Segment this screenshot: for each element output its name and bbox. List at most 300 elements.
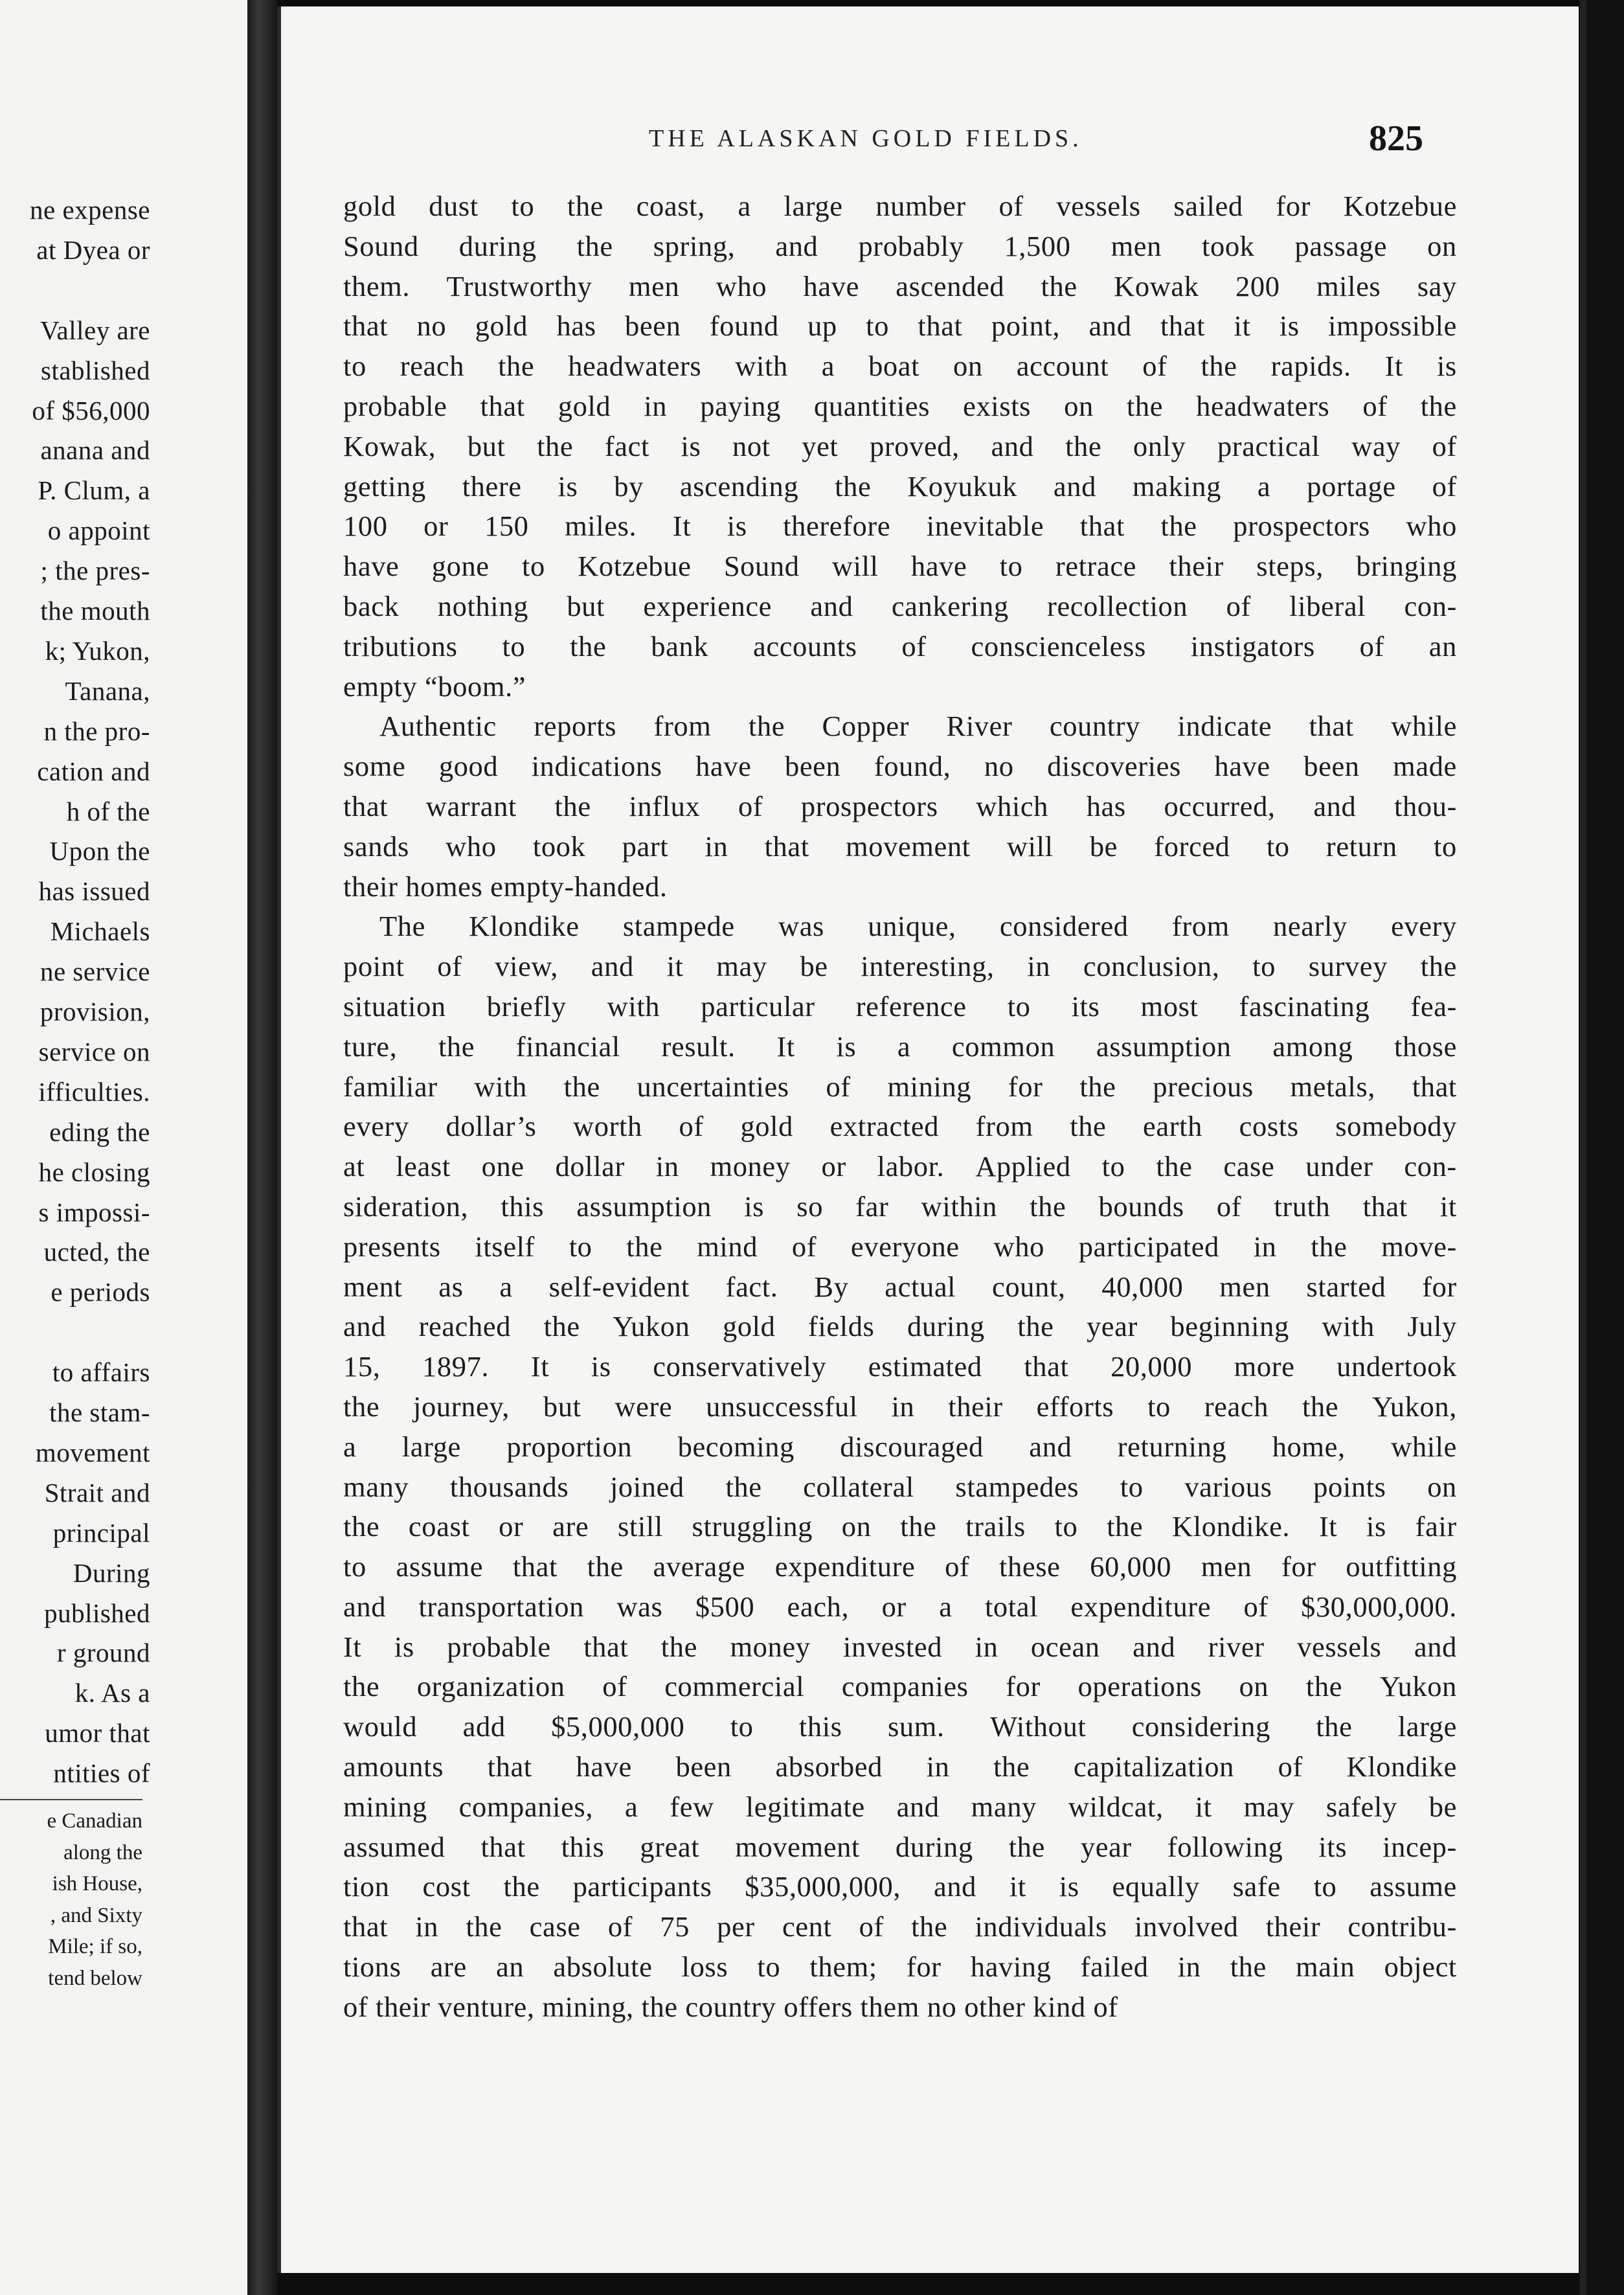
word: this: [561, 1830, 605, 1863]
word: It: [776, 1030, 795, 1063]
word: tion: [343, 1870, 390, 1903]
word: that: [583, 1630, 629, 1663]
word: Copper: [822, 710, 910, 743]
word: say: [1417, 269, 1457, 302]
word: It: [672, 510, 692, 543]
left-page-line: Strait and: [44, 1477, 150, 1508]
body-line: [343, 1587, 1457, 1627]
word: or: [499, 1510, 524, 1543]
left-page-footnote-line: , and Sixty: [50, 1903, 142, 1927]
body-line: [343, 627, 1457, 667]
word: found: [709, 310, 779, 343]
word: from: [653, 710, 712, 743]
word: part: [622, 830, 669, 863]
word: not: [732, 429, 771, 462]
word: it: [1195, 1790, 1212, 1823]
word: large: [784, 190, 843, 222]
word: headwaters: [1196, 389, 1330, 422]
word: spring,: [653, 229, 736, 262]
word: prospectors: [800, 789, 938, 822]
word: invested: [843, 1630, 943, 1663]
word: the: [835, 469, 872, 503]
word: prospectors: [1233, 510, 1370, 543]
word: uncertainties: [637, 1070, 789, 1103]
word: still: [618, 1510, 663, 1543]
word: 1897.: [422, 1350, 490, 1383]
word: in: [644, 389, 668, 422]
body-line: [343, 1387, 1457, 1427]
left-page-footnote-line: along the: [63, 1840, 142, 1864]
body-line: [343, 1067, 1457, 1107]
word: 100: [343, 510, 388, 543]
word: and: [591, 950, 634, 983]
word: gold: [722, 1310, 776, 1343]
word: on: [1427, 1470, 1457, 1503]
word: an: [1428, 629, 1457, 662]
word: every: [1391, 910, 1457, 943]
word: will: [1006, 830, 1054, 863]
word: this: [501, 1190, 545, 1223]
left-page-line: the mouth: [40, 596, 150, 626]
word: average: [653, 1550, 746, 1583]
word: recollection: [1047, 589, 1188, 622]
body-line: [343, 306, 1457, 346]
word: equally: [1112, 1870, 1200, 1903]
left-page-line: provision,: [39, 997, 150, 1026]
word: is: [1279, 310, 1300, 343]
word: who: [445, 830, 497, 863]
body-line: [343, 1707, 1457, 1747]
footnote-rule: [0, 1799, 142, 1800]
word: transportation: [418, 1590, 584, 1623]
word: result.: [661, 1030, 736, 1063]
left-page-line: e periods: [51, 1277, 150, 1307]
word: labor.: [877, 1150, 945, 1183]
body-line: [343, 1507, 1457, 1547]
word: have: [695, 750, 752, 783]
word: each,: [787, 1590, 850, 1623]
body-line: [343, 227, 1457, 267]
left-page-line: ntities of: [53, 1758, 150, 1789]
word: presents: [343, 1230, 441, 1263]
word: fair: [1415, 1510, 1457, 1543]
word: in: [705, 830, 728, 863]
word: ascended: [896, 269, 1005, 302]
word: particular: [701, 989, 815, 1023]
word: safely: [1325, 1790, 1397, 1823]
word: practical: [1217, 429, 1320, 462]
word: precious: [1153, 1070, 1254, 1103]
word: contribu-: [1348, 1910, 1457, 1943]
word: journey,: [413, 1390, 510, 1423]
word: an: [495, 1950, 524, 1984]
word: failed: [1080, 1950, 1149, 1984]
word: safe: [1232, 1870, 1281, 1903]
word: coast,: [636, 190, 705, 222]
left-page-line: the stam-: [49, 1397, 150, 1427]
word: discoveries: [1047, 750, 1181, 783]
word: the: [1079, 1070, 1116, 1103]
word: every: [343, 1110, 409, 1143]
word: impossible: [1328, 310, 1457, 343]
body-line: their homes empty-handed.: [343, 870, 668, 903]
body-line: [343, 747, 1457, 787]
word: fascinating: [1239, 989, 1370, 1023]
word: of: [1278, 1750, 1303, 1783]
word: money: [710, 1150, 791, 1183]
word: many: [971, 1790, 1037, 1823]
word: them;: [809, 1950, 877, 1984]
word: took: [532, 830, 586, 863]
word: $5,000,000: [551, 1710, 685, 1743]
word: are: [430, 1950, 467, 1984]
word: who: [716, 269, 767, 302]
word: on: [1064, 389, 1094, 422]
word: that: [1362, 1190, 1408, 1223]
word: there: [462, 469, 522, 503]
word: struggling: [692, 1510, 813, 1543]
word: is: [591, 1350, 611, 1383]
word: conclusion,: [1083, 950, 1220, 983]
word: unsuccessful: [706, 1390, 858, 1423]
word: is: [681, 429, 701, 462]
word: mining: [343, 1790, 427, 1823]
word: have: [910, 550, 967, 583]
word: reach: [400, 350, 465, 383]
word: fea-: [1410, 989, 1457, 1023]
word: of: [1432, 469, 1457, 503]
word: its: [1318, 1830, 1348, 1863]
word: It: [530, 1350, 550, 1383]
word: dollar’s: [445, 1110, 537, 1143]
word: some: [343, 750, 406, 783]
word: absorbed: [775, 1750, 883, 1783]
word: Klondike: [1346, 1750, 1457, 1783]
word: fact.: [725, 1270, 778, 1303]
word: a: [897, 1030, 911, 1063]
running-title: THE ALASKAN GOLD FIELDS.: [649, 125, 1083, 152]
word: the: [1126, 389, 1164, 422]
left-page-line: movement: [35, 1437, 150, 1467]
word: assumption: [1096, 1030, 1232, 1063]
word: assume: [1370, 1870, 1457, 1903]
word: and: [1088, 310, 1132, 343]
word: to: [1007, 989, 1031, 1023]
word: Applied: [975, 1150, 1071, 1183]
left-page-line: ne expense: [30, 195, 150, 225]
word: costs: [1239, 1110, 1299, 1143]
left-page-line: h of the: [66, 796, 150, 826]
word: on: [1239, 1670, 1269, 1703]
word: good: [438, 750, 499, 783]
word: few: [670, 1790, 714, 1823]
word: may: [716, 950, 767, 983]
word: amounts: [343, 1750, 444, 1783]
word: total: [984, 1590, 1039, 1623]
word: within: [921, 1190, 997, 1223]
left-page-line: ; the pres-: [40, 556, 150, 586]
word: points: [1313, 1470, 1386, 1503]
word: ascending: [679, 469, 799, 503]
word: to: [569, 1230, 592, 1263]
word: a: [1257, 469, 1271, 503]
word: forced: [1154, 830, 1230, 863]
body-line: [343, 1467, 1457, 1508]
word: of: [1432, 429, 1457, 462]
word: of: [437, 950, 462, 983]
word: indicate: [1177, 710, 1272, 743]
word: the: [570, 629, 607, 662]
word: indications: [531, 750, 662, 783]
word: sideration,: [343, 1190, 469, 1223]
body-line: [343, 467, 1457, 507]
word: count,: [991, 1270, 1066, 1303]
body-line: [343, 1107, 1457, 1147]
word: It: [343, 1630, 362, 1663]
word: that: [764, 830, 809, 863]
word: briefly: [486, 989, 567, 1023]
word: was: [616, 1590, 663, 1623]
word: a: [625, 1790, 638, 1823]
word: 200: [1235, 269, 1280, 302]
word: the: [343, 1390, 380, 1423]
word: many: [343, 1470, 409, 1503]
word: The: [379, 910, 425, 943]
word: add: [462, 1710, 506, 1743]
body-line: [343, 187, 1457, 227]
word: during: [907, 1310, 985, 1343]
word: expenditure: [1070, 1590, 1212, 1623]
word: It: [1318, 1510, 1338, 1543]
word: accounts: [753, 629, 857, 662]
word: conservatively: [653, 1350, 827, 1383]
word: more: [1234, 1350, 1295, 1383]
word: Kowak,: [343, 429, 436, 462]
word: incep-: [1382, 1830, 1457, 1863]
word: that: [918, 310, 963, 343]
word: been: [1303, 750, 1360, 783]
word: for: [906, 1950, 942, 1984]
word: 15,: [343, 1350, 381, 1383]
word: survey: [1308, 950, 1388, 983]
word: in: [1253, 1230, 1277, 1263]
word: coast: [408, 1510, 470, 1543]
word: among: [1272, 1030, 1353, 1063]
left-page-line: k; Yukon,: [45, 635, 150, 666]
word: it: [1009, 1870, 1026, 1903]
word: nothing: [437, 589, 528, 622]
word: common: [951, 1030, 1055, 1063]
word: those: [1394, 1030, 1457, 1063]
word: and: [896, 1790, 940, 1823]
word: Koyukuk: [907, 469, 1018, 503]
word: of: [1362, 389, 1388, 422]
word: for: [1008, 1070, 1043, 1103]
word: but: [543, 1390, 581, 1423]
word: case: [1223, 1150, 1275, 1183]
left-page-line: ne service: [39, 956, 150, 987]
word: that: [512, 1550, 558, 1583]
word: to: [1101, 1150, 1125, 1183]
word: ocean: [1030, 1630, 1100, 1663]
left-page-line: anana and: [40, 435, 150, 466]
word: with: [1322, 1310, 1375, 1343]
word: been: [625, 310, 681, 343]
word: Klondike: [469, 910, 580, 943]
word: earth: [1143, 1110, 1202, 1143]
word: country: [1049, 710, 1140, 743]
word: various: [1184, 1470, 1272, 1503]
word: becoming: [677, 1430, 795, 1463]
word: therefore: [783, 510, 891, 543]
word: unique,: [868, 910, 956, 943]
word: the: [1156, 1150, 1193, 1183]
page-number: 825: [1369, 119, 1423, 159]
word: the: [1030, 1190, 1066, 1223]
word: reports: [534, 710, 617, 743]
body-line: [343, 1747, 1457, 1787]
word: undertook: [1336, 1350, 1457, 1383]
word: Yukon,: [1371, 1390, 1457, 1423]
word: in: [415, 1910, 439, 1943]
left-page-line: Tanana,: [65, 675, 150, 706]
word: and: [991, 429, 1034, 462]
body-line: [343, 587, 1457, 627]
word: the: [576, 229, 613, 262]
body-line: [343, 506, 1457, 547]
word: extracted: [829, 1110, 940, 1143]
word: worth: [573, 1110, 642, 1143]
word: it: [1234, 310, 1251, 343]
word: of: [679, 1110, 704, 1143]
word: for: [1276, 190, 1311, 222]
word: and: [343, 1310, 387, 1343]
word: at: [343, 1150, 365, 1183]
word: quantities: [814, 389, 930, 422]
word: gold: [475, 310, 528, 343]
left-page-line: During: [73, 1557, 150, 1588]
word: participated: [1078, 1230, 1219, 1263]
word: itself: [475, 1230, 535, 1263]
left-page-line: service on: [38, 1036, 150, 1067]
word: will: [831, 550, 879, 583]
word: least: [396, 1150, 451, 1183]
word: home,: [1272, 1430, 1346, 1463]
word: $500: [695, 1590, 755, 1623]
word: back: [343, 589, 400, 622]
word: that: [1160, 310, 1206, 343]
word: sailed: [1173, 190, 1243, 222]
word: as: [438, 1270, 464, 1303]
body-line: [343, 346, 1457, 387]
left-page-line: Michaels: [50, 916, 150, 947]
word: for: [1006, 1670, 1041, 1703]
word: experience: [643, 589, 773, 622]
left-page-footnote-line: e Canadian: [47, 1809, 142, 1833]
word: is: [394, 1630, 414, 1663]
word: is: [1059, 1870, 1079, 1903]
word: sands: [343, 830, 409, 863]
body-text: [343, 187, 1457, 2028]
word: the: [725, 1470, 762, 1503]
left-page-line: umor that: [45, 1718, 150, 1748]
word: the: [993, 1750, 1030, 1783]
word: the: [1420, 950, 1457, 983]
word: with: [607, 989, 660, 1023]
word: while: [1391, 1430, 1457, 1463]
word: 60,000: [1090, 1550, 1172, 1583]
word: having: [970, 1950, 1052, 1984]
word: gone: [431, 550, 490, 583]
left-page-line: ucted, the: [43, 1237, 150, 1267]
word: by: [614, 469, 644, 503]
word: of: [738, 789, 763, 822]
word: gold: [740, 1110, 793, 1143]
word: proved,: [869, 429, 960, 462]
word: joined: [609, 1470, 684, 1503]
word: and: [1313, 789, 1357, 822]
word: tributions: [343, 629, 458, 662]
left-page-line: s impossi-: [38, 1197, 150, 1227]
word: be: [1428, 1790, 1457, 1823]
word: probable: [447, 1630, 551, 1663]
word: from: [975, 1110, 1033, 1143]
word: to: [1252, 950, 1276, 983]
left-page-footnote-line: ish House,: [52, 1872, 142, 1895]
word: discouraged: [840, 1430, 984, 1463]
word: Yukon: [613, 1310, 690, 1343]
word: the: [900, 1510, 937, 1543]
word: which: [976, 789, 1049, 822]
left-page-line: Valley are: [39, 315, 150, 345]
word: nearly: [1273, 910, 1348, 943]
word: and: [1053, 469, 1096, 503]
word: Kowak: [1114, 269, 1199, 302]
word: or: [881, 1590, 907, 1623]
body-line: [343, 947, 1457, 987]
word: the: [343, 1670, 380, 1703]
body-line: [343, 1227, 1457, 1267]
word: men: [1201, 1550, 1252, 1583]
body-line: [343, 1307, 1457, 1347]
word: and: [343, 1590, 387, 1623]
word: of: [945, 1550, 970, 1583]
word: considering: [1131, 1710, 1270, 1743]
left-page-line: ifficulties.: [38, 1076, 150, 1107]
word: but: [567, 589, 605, 622]
word: of: [791, 1230, 817, 1263]
body-line: [343, 1907, 1457, 1947]
word: somebody: [1335, 1110, 1457, 1143]
word: number: [875, 190, 966, 222]
word: of: [998, 190, 1024, 222]
word: the: [1065, 429, 1102, 462]
word: individuals: [975, 1910, 1107, 1943]
body-line: [343, 387, 1457, 427]
word: under: [1305, 1150, 1373, 1183]
word: metals,: [1290, 1070, 1376, 1103]
word: passage: [1294, 229, 1388, 262]
word: wildcat,: [1068, 1790, 1164, 1823]
word: legitimate: [745, 1790, 865, 1823]
word: a: [939, 1590, 953, 1623]
word: that: [1079, 510, 1125, 543]
word: per: [717, 1910, 755, 1943]
word: way: [1351, 429, 1401, 462]
word: companies,: [458, 1790, 594, 1823]
word: Klondike.: [1172, 1510, 1291, 1543]
body-line: [343, 1867, 1457, 1907]
